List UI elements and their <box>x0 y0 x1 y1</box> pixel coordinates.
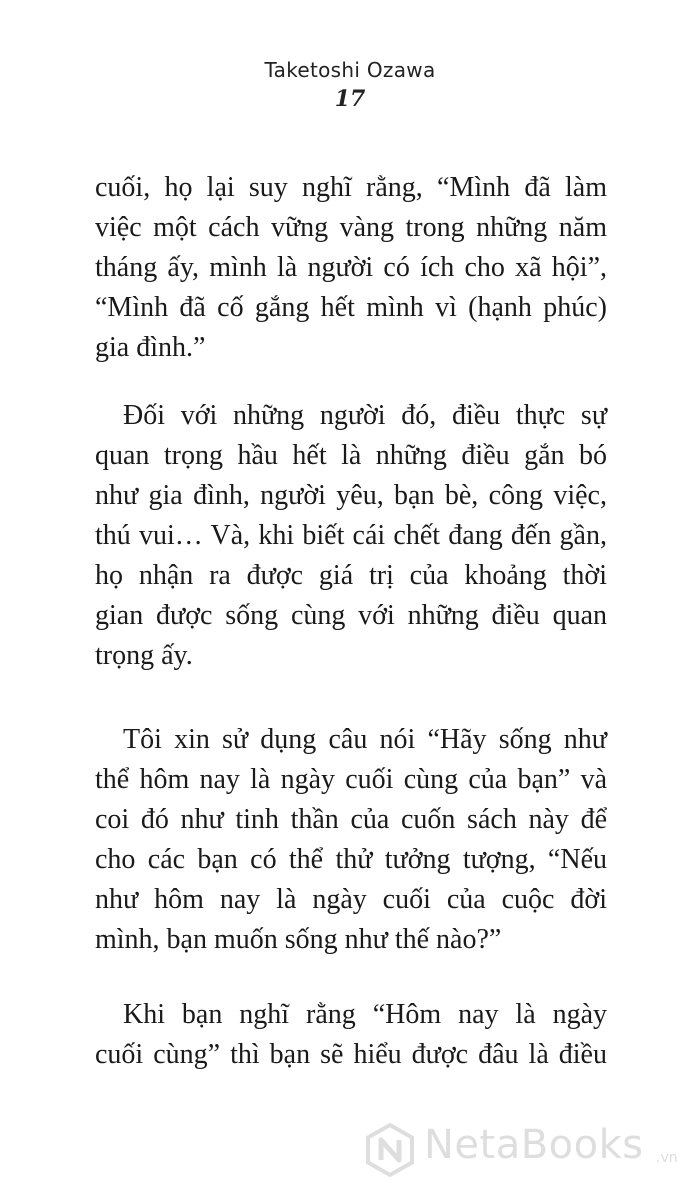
text-line: trọng ấy. <box>95 640 193 671</box>
text-line: Khi bạn nghĩ rằng “Hôm nay là ngày <box>123 999 607 1030</box>
text-line: Đối với những người đó, điều thực sự <box>123 400 607 431</box>
text-line: thú vui… Và, khi biết cái chết đang đến gần, <box>95 520 607 551</box>
text-line: như hôm nay là ngày cuối của cuộc đời <box>95 884 607 915</box>
text-line: cho các bạn có thể thử tưởng tượng, “Nếu <box>95 844 607 875</box>
text-line: gia đình.” <box>95 332 206 363</box>
paragraph-3 <box>95 720 607 960</box>
text-line: cuối, họ lại suy nghĩ rằng, “Mình đã làm <box>95 172 607 203</box>
text-line: mình, bạn muốn sống như thế nào?” <box>95 924 502 955</box>
text-line: gian được sống cùng với những điều quan <box>95 600 607 631</box>
watermark-suffix: .vn <box>656 1150 678 1166</box>
text-line: việc một cách vững vàng trong những năm <box>95 212 607 243</box>
text-line: “Mình đã cố gắng hết mình vì (hạnh phúc) <box>95 292 607 323</box>
text-line: họ nhận ra được giá trị của khoảng thời <box>95 560 607 591</box>
running-header-author: Taketoshi Ozawa <box>264 58 436 82</box>
watermark <box>362 1118 692 1188</box>
text-line: như gia đình, người yêu, bạn bè, công việc, <box>95 480 607 511</box>
paragraph-4 <box>95 995 607 1075</box>
text-line: Tôi xin sử dụng câu nói “Hãy sống như <box>123 724 607 755</box>
page-number: 17 <box>334 86 366 112</box>
text-line: thể hôm nay là ngày cuối cùng của bạn” và <box>95 764 607 795</box>
paragraph-2 <box>95 396 607 676</box>
text-line: quan trọng hầu hết là những điều gắn bó <box>95 440 607 471</box>
text-line: cuối cùng” thì bạn sẽ hiểu được đâu là điều <box>95 1039 607 1070</box>
netabooks-logo-icon <box>362 1122 418 1178</box>
paragraph-1 <box>95 168 607 368</box>
text-line: tháng ấy, mình là người có ích cho xã hội”, <box>95 252 607 283</box>
watermark-brand: NetaBooks <box>424 1122 644 1168</box>
text-line: coi đó như tinh thần của cuốn sách này để <box>95 804 607 835</box>
